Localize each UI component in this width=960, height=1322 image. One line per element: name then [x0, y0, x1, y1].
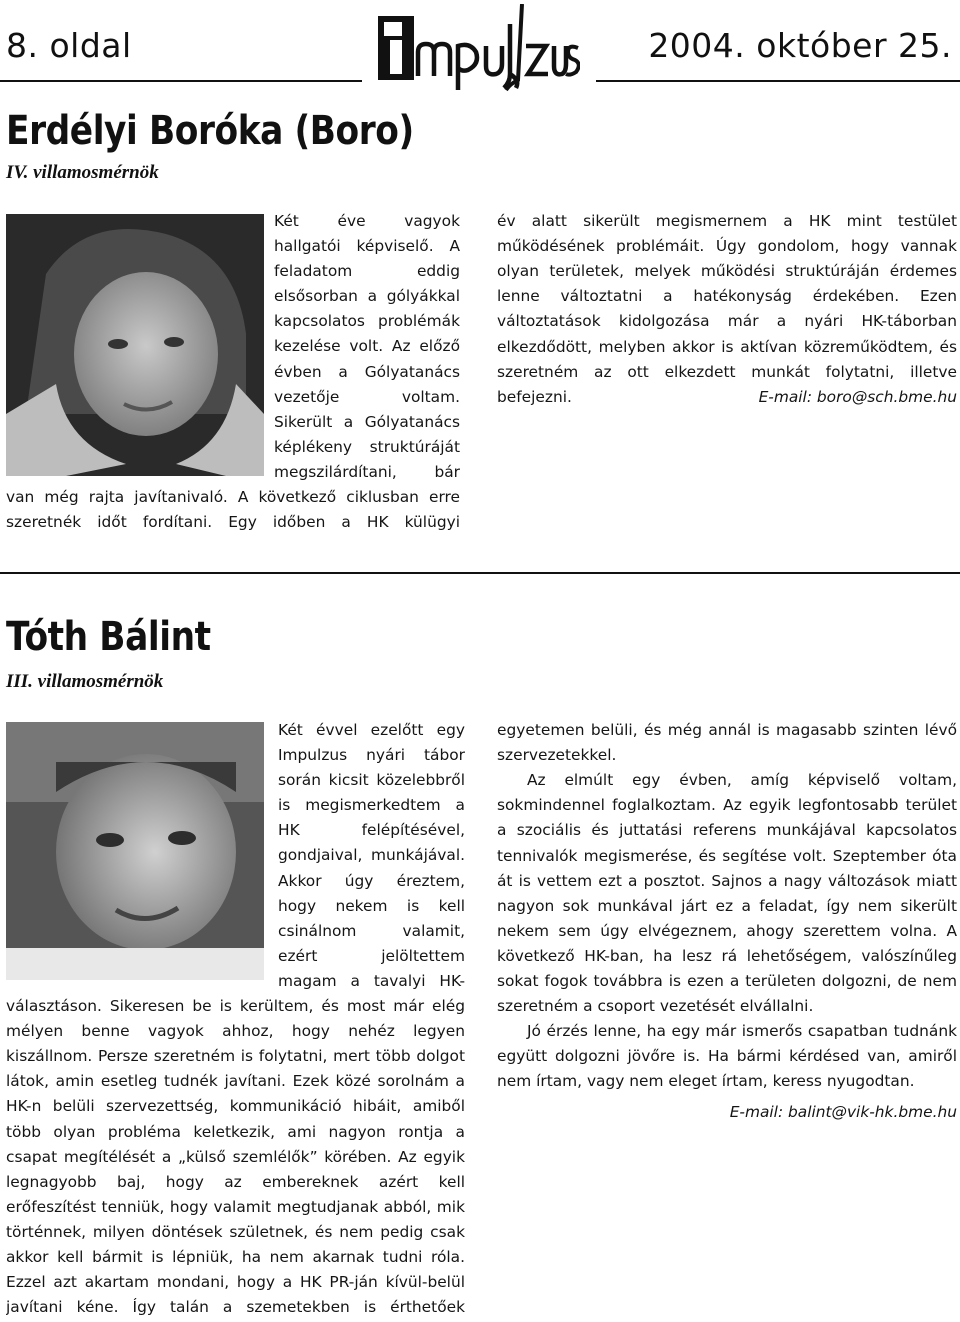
page-number: 8. oldal	[6, 26, 132, 65]
article-2-name: Tóth Bálint	[6, 614, 211, 660]
article-1-role: IV. villamosmérnök	[6, 162, 159, 183]
article-1-body: Két éve vagyok hallgatói képviselő. A feladatom eddig elsősorban a gólyákkal kapcsolatos problémák kezelése volt. Az előző évben a Gólyatanács vezetője voltam. Sikerült a Gólyatanács képlékeny struktúráját megszilárdítani, bár van még rajta javítanivaló. A következő ciklusban erre szeretnék időt fordítani. Egy időben a HK külügyi	[6, 212, 460, 532]
header-rule-right	[596, 80, 960, 82]
article-2-email: E-mail: balint@vik-hk.bme.hu	[729, 1103, 957, 1122]
article-2-role: III. villamosmérnök	[6, 671, 164, 692]
article-1-column-1	[6, 209, 460, 539]
issue-date: 2004. október 25.	[648, 26, 952, 65]
article-separator	[0, 572, 960, 574]
article-1-body-cont	[497, 209, 957, 410]
article-2-body-p3: Az elmúlt egy évben, amíg képviselő voltam, sokmindennel foglalkoztam. Az egyik legfontosabb terület a szociális és juttatási referens munkájával kapcsolatos tennivalók megismerése, és segítése volt. Szeptember óta át is vettem ezt a posztot. Sajnos a nagy változások miatt nagyon sok munkával járt ez a feladat, így nem sikerült nekem sem úgy elvégeznem, ahogy szerettem volna. A következő HK-ban, ha lesz rá lehetőségem, valószínűleg sokat fogok továbbra is ezen a területen dolgozni, de nem szeretném a csoport vezetését elvállalni.	[497, 771, 957, 1016]
article-2-body-p4: Jó érzés lenne, ha egy már ismerős csapatban tudnánk együtt dolgozni jövőre is. Ha bármi kérdésed van, amiről nem írtam, vagy nem eleget írtam, keress nyugodtan.	[497, 1022, 957, 1091]
photo-wrap-spacer	[6, 209, 274, 473]
impulzus-logo	[370, 4, 580, 94]
article-1-column-2	[497, 209, 957, 539]
article-2-body-p1: Két évvel ezelőtt egy Impulzus nyári tábor során kicsit közelebbről is megismerkedtem a HK felépítésével, gondjaival, munkájával. Akkor úgy éreztem, hogy nekem is kell csinálnom valamit, ezért jelöltettem magam a tavalyi HK-választáson. Sikeresen be is kerültem, és most már elég mélyen benne vagyok ahhoz, hogy nehéz legyen kiszállnom. Persze szeretném is folytatni, mert több dolgot látok, amin esetleg tudnék javítani. Ezek közé sorolnám a HK-n belüli szervezettség, kommunikáció hibáit, amiből több olyan probléma keletkezik, ami nagyon rontja a csapat megítélését a „külső szemlélők” körében. Az egyik legnagyobb baj, hogy az embereknek azért kell erőfeszítést tenniük, hogy valamit megtudjanak abból, mik történnek, milyen döntések születnek, és nem pedig csak akkor kell bármit is lépniük, ha nem akarnak tudni róla. Ezzel azt akartam mondani, hogy a HK PR-ján kívül-belül javítani kéne. Így talán a szemetekben is érthetőek	[6, 721, 465, 1317]
article-2-column-1	[6, 718, 465, 1318]
header-rule-left	[0, 80, 362, 82]
photo-wrap-spacer	[6, 718, 278, 986]
article-1-body-continued: év alatt sikerült megismernem a HK mint testület működésének problémáit. Úgy gondolom, hogy vannak olyan területek, melyek működési struktúráján érdemes lenne változtatni a hatékonyság érdekében. Ezen változtatások kidolgozása már a nyári HK-táborban elkezdődött, melyben akkor is aktívan közreműködtem, és szeretném az ott elkezdett munkát folytatni, illetve befejezni.	[497, 212, 957, 406]
article-2-column-2	[497, 718, 957, 1318]
article-1-email: E-mail: boro@sch.bme.hu	[758, 387, 957, 406]
article-1-name: Erdélyi Boróka (Boro)	[6, 108, 414, 154]
article-2-body-p2: egyetemen belüli, és még annál is magasabb szinten lévő szervezetekkel.	[497, 721, 957, 765]
